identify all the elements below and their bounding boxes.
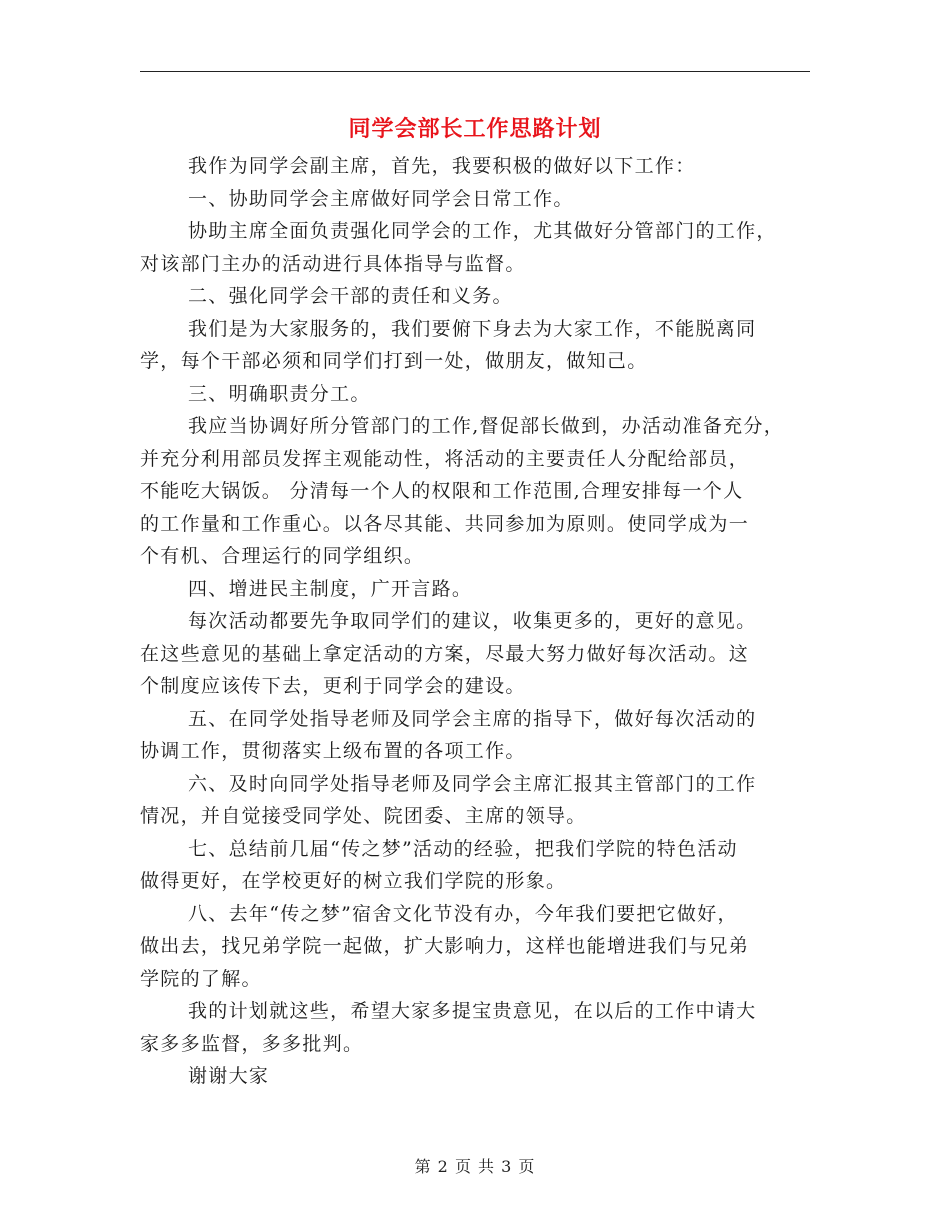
- body-line: 情况，并自觉接受同学处、院团委、主席的领导。: [140, 805, 587, 827]
- body-line: 我应当协调好所分管部门的工作,督促部长做到，办活动准备充分，: [188, 415, 785, 437]
- body-line: 学院的了解。: [140, 967, 262, 990]
- body-line: 我的计划就这些，希望大家多提宝贵意见，在以后的工作中请大: [188, 1000, 757, 1022]
- body-line: 我们是为大家服务的，我们要俯下身去为大家工作，不能脱离同: [188, 317, 757, 340]
- body-line: 做得更好，在学校更好的树立我们学院的形象。: [140, 870, 567, 892]
- body-line: 不能吃大锅饭。 分清每一个人的权限和工作范围,合理安排每一个人: [140, 480, 744, 502]
- body-line: 谢谢大家: [188, 1065, 270, 1087]
- body-line: 每次活动都要先争取同学们的建议，收集更多的，更好的意见。: [188, 610, 757, 632]
- body-line: 并充分利用部员发挥主观能动性，将活动的主要责任人分配给部员，: [140, 447, 750, 470]
- body-line: 对该部门主办的活动进行具体指导与监督。: [140, 252, 526, 275]
- page-number: 第 2 页 共 3 页: [414, 1157, 536, 1176]
- body-line: 六、及时向同学处指导老师及同学会主席汇报其主管部门的工作: [188, 772, 757, 795]
- body-line: 二、强化同学会干部的责任和义务。: [188, 285, 513, 307]
- body-line: 七、总结前几届“传之梦”活动的经验，把我们学院的特色活动: [188, 837, 738, 860]
- body-line: 我作为同学会副主席，首先，我要积极的做好以下工作：: [188, 155, 696, 177]
- body-line: 四、增进民主制度，广开言路。: [188, 577, 473, 600]
- body-line: 做出去，找兄弟学院一起做，扩大影响力，这样也能增进我们与兄弟: [140, 935, 750, 957]
- document-title: 同学会部长工作思路计划: [348, 116, 602, 142]
- body-line: 五、在同学处指导老师及同学会主席的指导下，做好每次活动的: [188, 707, 757, 730]
- body-line: 学，每个干部必须和同学们打到一处，做朋友，做知己。: [140, 350, 648, 372]
- body-line: 的工作量和工作重心。以各尽其能、共同参加为原则。使同学成为一: [140, 512, 750, 535]
- header-rule: [140, 71, 810, 72]
- body-line: 在这些意见的基础上拿定活动的方案，尽最大努力做好每次活动。这: [140, 642, 750, 665]
- body-line: 个制度应该传下去，更利于同学会的建设。: [140, 675, 526, 697]
- body-line: 个有机、合理运行的同学组织。: [140, 545, 425, 567]
- body-line: 一、协助同学会主席做好同学会日常工作。: [188, 187, 574, 210]
- body-line: 家多多监督，多多批判。: [140, 1032, 364, 1055]
- body-line: 三、明确职责分工。: [188, 382, 371, 405]
- body-line: 八、去年“传之梦”宿舍文化节没有办，今年我们要把它做好，: [188, 902, 738, 925]
- body-line: 协调工作，贯彻落实上级布置的各项工作。: [140, 740, 526, 762]
- body-line: 协助主席全面负责强化同学会的工作，尤其做好分管部门的工作，: [188, 220, 777, 242]
- document-body: [140, 150, 820, 1093]
